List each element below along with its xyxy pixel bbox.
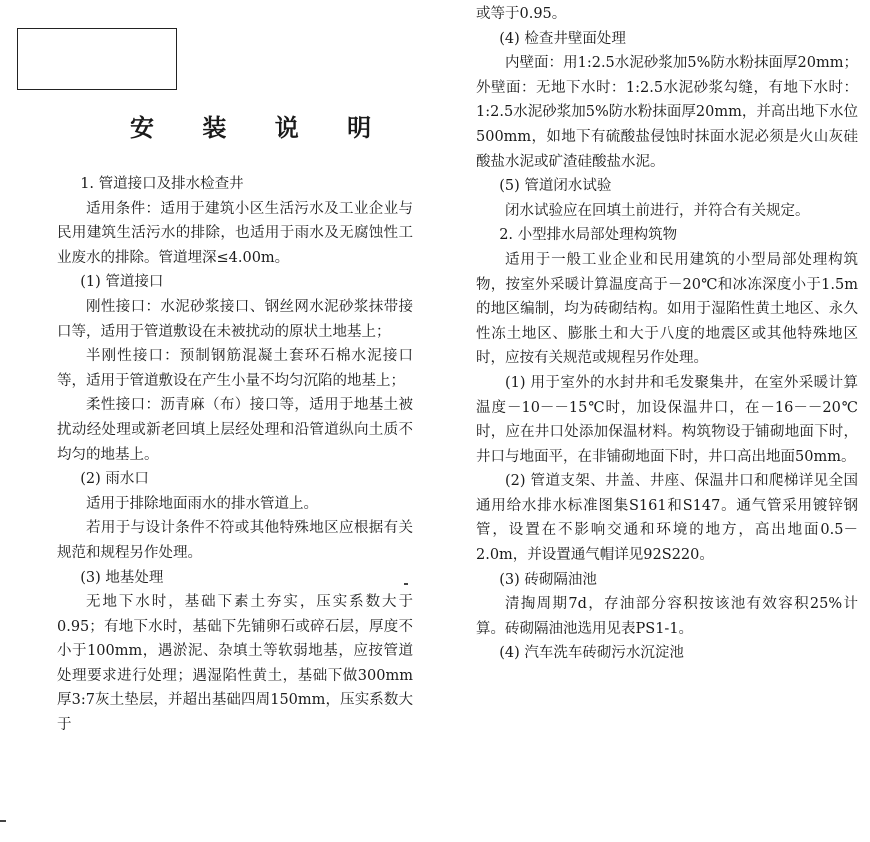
paragraph: 无地下水时，基础下素土夯实，压实系数大于0.95；有地下水时，基础下先铺卵石或碎石层，厚度不小于100mm，遇淤泥、杂填土等软弱地基，应按管道处理要求进行处理；遇湿陷性黄土，基础下做300mm厚3:7灰土垫层，并超出基础四周150mm，压实系数大于: [57, 594, 413, 734]
paragraph: 半刚性接口：预制钢筋混凝土套环石棉水泥接口等，适用于管道敷设在产生小量不均匀沉陷的地基上；: [57, 348, 413, 389]
paragraph: 柔性接口：沥青麻（布）接口等，适用于地基土被扰动经处理或新老回填上层经处理和沿管道纵向土质不均匀的地基上。: [57, 397, 413, 463]
margin-mark: [404, 583, 408, 585]
paragraph: (2) 管道支架、井盖、井座、保温井口和爬梯详见全国通用给水排水标准图集S161和S147。通气管采用镀锌钢管，设置在不影响交通和环境的地方，高出地面0.5－2.0m，并设置通气帽详见92S220。: [476, 473, 858, 564]
paragraph: (3) 地基处理: [80, 569, 164, 586]
page-title: 安 装 说 明: [130, 113, 392, 142]
paragraph: (5) 管道闭水试验: [499, 178, 612, 195]
paragraph: 适用于排除地面雨水的排水管道上。: [86, 495, 318, 512]
paragraph: 或等于0.95。: [476, 6, 567, 22]
margin-mark: [0, 820, 6, 822]
paragraph: 适用于一般工业企业和民用建筑的小型局部处理构筑物，按室外采暖计算温度高于－20℃和冰冻深度小于1.5m的地区编制，均为砖砌结构。如用于湿陷性黄土地区、永久性冻土地区、膨胀土和大于八度的地震区或其他特殊地区时，应按有关规范或规程另作处理。: [476, 251, 858, 367]
paragraph: 2. 小型排水局部处理构筑物: [499, 227, 678, 244]
paragraph: (1) 用于室外的水封井和毛发聚集井，在室外采暖计算温度－10－－15℃时，加设保温井口，在－16－－20℃时，应在井口处添加保温材料。构筑物设于铺砌地面下时，井口与地面平，在非铺砌地面下时，井口高出地面50mm。: [476, 374, 858, 465]
paragraph: 清掏周期7d，存油部分容积按该池有效容积25%计算。砖砌隔油池选用见表PS1-1。: [476, 596, 858, 637]
paragraph: 闭水试验应在回填土前进行，并符合有关规定。: [505, 202, 810, 219]
paragraph: (1) 管道接口: [80, 274, 164, 291]
left-column: [57, 172, 413, 738]
paragraph: 内壁面：用1:2.5水泥砂浆加5%防水粉抹面厚20mm；外壁面：无地下水时：1:2.5水泥砂浆勾缝，有地下水时：1:2.5水泥砂浆加5%防水粉抹面厚20mm，并高出地下水位500mm，如地下有硫酸盐侵蚀时抹面水泥必须是火山灰硅酸盐水泥或矿渣硅酸盐水泥。: [476, 55, 858, 170]
paragraph: (2) 雨水口: [80, 471, 149, 488]
paragraph: (4) 检查井壁面处理: [499, 30, 626, 47]
paragraph: 若用于与设计条件不符或其他特殊地区应根据有关规范和规程另作处理。: [57, 520, 413, 561]
paragraph: 适用条件：适用于建筑小区生活污水及工业企业与民用建筑生活污水的排除，也适用于雨水及无腐蚀性工业废水的排除。管道埋深≤4.00m。: [57, 200, 413, 266]
paragraph: (4) 汽车洗车砖砌污水沉淀池: [499, 645, 684, 662]
stamp-box: [17, 28, 177, 90]
paragraph: (3) 砖砌隔油池: [499, 571, 597, 588]
paragraph: 刚性接口：水泥砂浆接口、钢丝网水泥砂浆抹带接口等，适用于管道敷设在未被扰动的原状土地基上；: [57, 298, 413, 340]
right-column: [476, 2, 858, 666]
paragraph: 1. 管道接口及排水检查井: [80, 176, 244, 192]
